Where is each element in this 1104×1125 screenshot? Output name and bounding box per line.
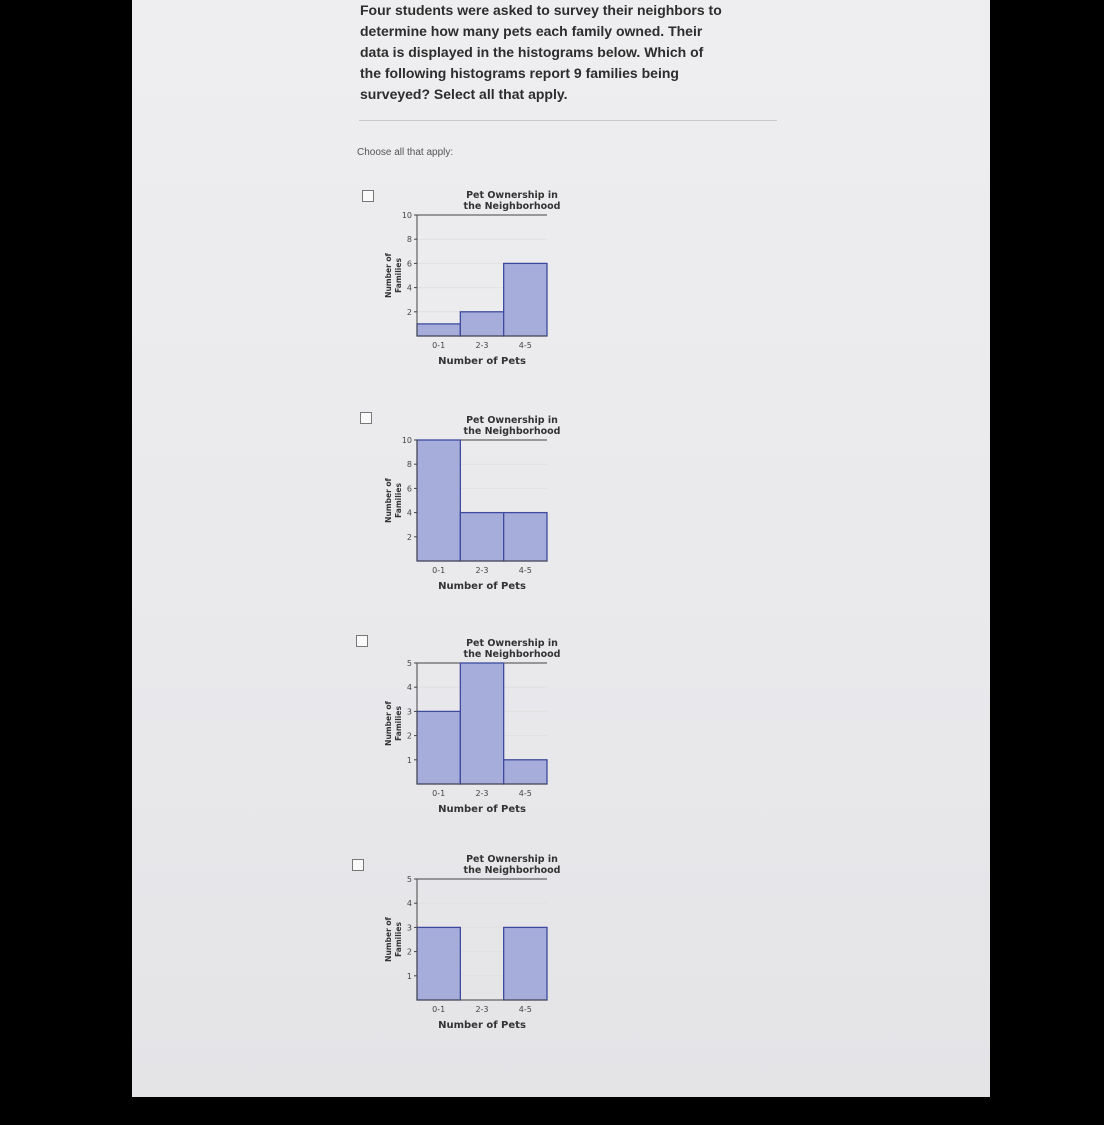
- y-axis-label-line: Number of: [384, 701, 393, 746]
- y-tick-label: 2: [406, 307, 412, 317]
- y-axis-label: [384, 477, 403, 522]
- y-tick-label: 2: [406, 947, 412, 957]
- y-axis-label-line: Families: [394, 483, 403, 518]
- y-tick-label: 5: [406, 875, 412, 884]
- x-tick-label: 0-1: [432, 1005, 446, 1014]
- y-axis-label-line: Families: [394, 922, 403, 957]
- y-tick-label: 2: [406, 731, 412, 741]
- y-tick-label: 4: [406, 899, 412, 909]
- question-text: [360, 0, 780, 105]
- chart-title: Pet Ownership in: [466, 190, 558, 201]
- x-axis-label: Number of Pets: [438, 356, 526, 367]
- histogram-bar: [504, 927, 547, 1000]
- divider: [359, 120, 777, 121]
- y-tick-label: 3: [406, 923, 412, 933]
- y-axis-label: [384, 916, 403, 961]
- chart-title: the Neighborhood: [463, 649, 561, 660]
- question-line: Four students were asked to survey their neighbors to: [360, 2, 722, 18]
- y-tick-label: 3: [406, 707, 412, 717]
- choice-2-checkbox[interactable]: [360, 412, 372, 424]
- chart-title: Pet Ownership in: [466, 415, 558, 426]
- y-tick-label: 5: [406, 659, 412, 668]
- x-tick-label: 2-3: [475, 566, 489, 575]
- y-tick-label: 6: [406, 484, 412, 494]
- y-tick-label: 1: [406, 971, 412, 981]
- x-tick-label: 2-3: [475, 789, 489, 798]
- x-tick-label: 0-1: [432, 789, 446, 798]
- y-tick-label: 1: [406, 755, 412, 765]
- y-axis-label: [384, 252, 403, 297]
- histogram-svg: [384, 852, 632, 1042]
- histogram-bar: [504, 760, 547, 784]
- choice-1-checkbox[interactable]: [362, 190, 374, 202]
- x-tick-label: 4-5: [518, 1005, 532, 1014]
- y-axis-label-line: Number of: [384, 917, 393, 962]
- x-tick-label: 0-1: [432, 341, 446, 350]
- y-tick-label: 4: [406, 508, 412, 518]
- histogram-svg: [384, 413, 632, 603]
- x-tick-label: 4-5: [518, 341, 532, 350]
- histogram-bar: [504, 263, 547, 336]
- y-axis-label-line: Number of: [384, 253, 393, 298]
- question-line: determine how many pets each family owned. Their: [360, 23, 703, 39]
- y-tick-label: 8: [406, 235, 412, 245]
- histogram-bar: [417, 324, 460, 336]
- chart-title: the Neighborhood: [463, 201, 561, 212]
- histogram-bar: [417, 927, 460, 1000]
- x-tick-label: 2-3: [475, 1005, 489, 1014]
- x-axis-label: Number of Pets: [438, 804, 526, 815]
- chart-title: Pet Ownership in: [466, 638, 558, 649]
- question-line: data is displayed in the histograms below. Which of: [360, 44, 704, 60]
- histogram-svg: [384, 636, 632, 826]
- histogram-bar: [460, 663, 503, 784]
- histogram-bar: [417, 440, 460, 561]
- y-tick-label: 2: [406, 532, 412, 542]
- histogram-choice-1: [384, 188, 632, 378]
- y-axis-label: [384, 700, 403, 745]
- x-tick-label: 2-3: [475, 341, 489, 350]
- y-axis-label-line: Families: [394, 706, 403, 741]
- choose-all-hint: Choose all that apply:: [357, 147, 454, 158]
- x-tick-label: 0-1: [432, 566, 446, 575]
- x-axis-label: Number of Pets: [438, 581, 526, 592]
- x-axis-label: Number of Pets: [438, 1020, 526, 1031]
- y-tick-label: 10: [401, 211, 412, 220]
- chart-title: the Neighborhood: [463, 426, 561, 437]
- histogram-bar: [504, 513, 547, 561]
- y-tick-label: 10: [401, 436, 412, 445]
- histogram-bar: [417, 711, 460, 784]
- histogram-bar: [460, 312, 503, 336]
- histogram-choice-2: [384, 413, 632, 603]
- worksheet-page: [132, 0, 990, 1097]
- x-tick-label: 4-5: [518, 789, 532, 798]
- histogram-svg: [384, 188, 632, 378]
- x-tick-label: 4-5: [518, 566, 532, 575]
- question-line: the following histograms report 9 families being: [360, 65, 679, 81]
- question-line: surveyed? Select all that apply.: [360, 86, 568, 102]
- y-axis-label-line: Families: [394, 258, 403, 293]
- y-tick-label: 4: [406, 283, 412, 293]
- y-tick-label: 6: [406, 259, 412, 269]
- histogram-bar: [460, 513, 503, 561]
- y-tick-label: 8: [406, 460, 412, 470]
- histogram-choice-4: [384, 852, 632, 1042]
- chart-title: the Neighborhood: [463, 865, 561, 876]
- y-axis-label-line: Number of: [384, 478, 393, 523]
- histogram-choice-3: [384, 636, 632, 826]
- y-tick-label: 4: [406, 683, 412, 693]
- choice-4-checkbox[interactable]: [352, 859, 364, 871]
- choice-3-checkbox[interactable]: [356, 635, 368, 647]
- chart-title: Pet Ownership in: [466, 854, 558, 865]
